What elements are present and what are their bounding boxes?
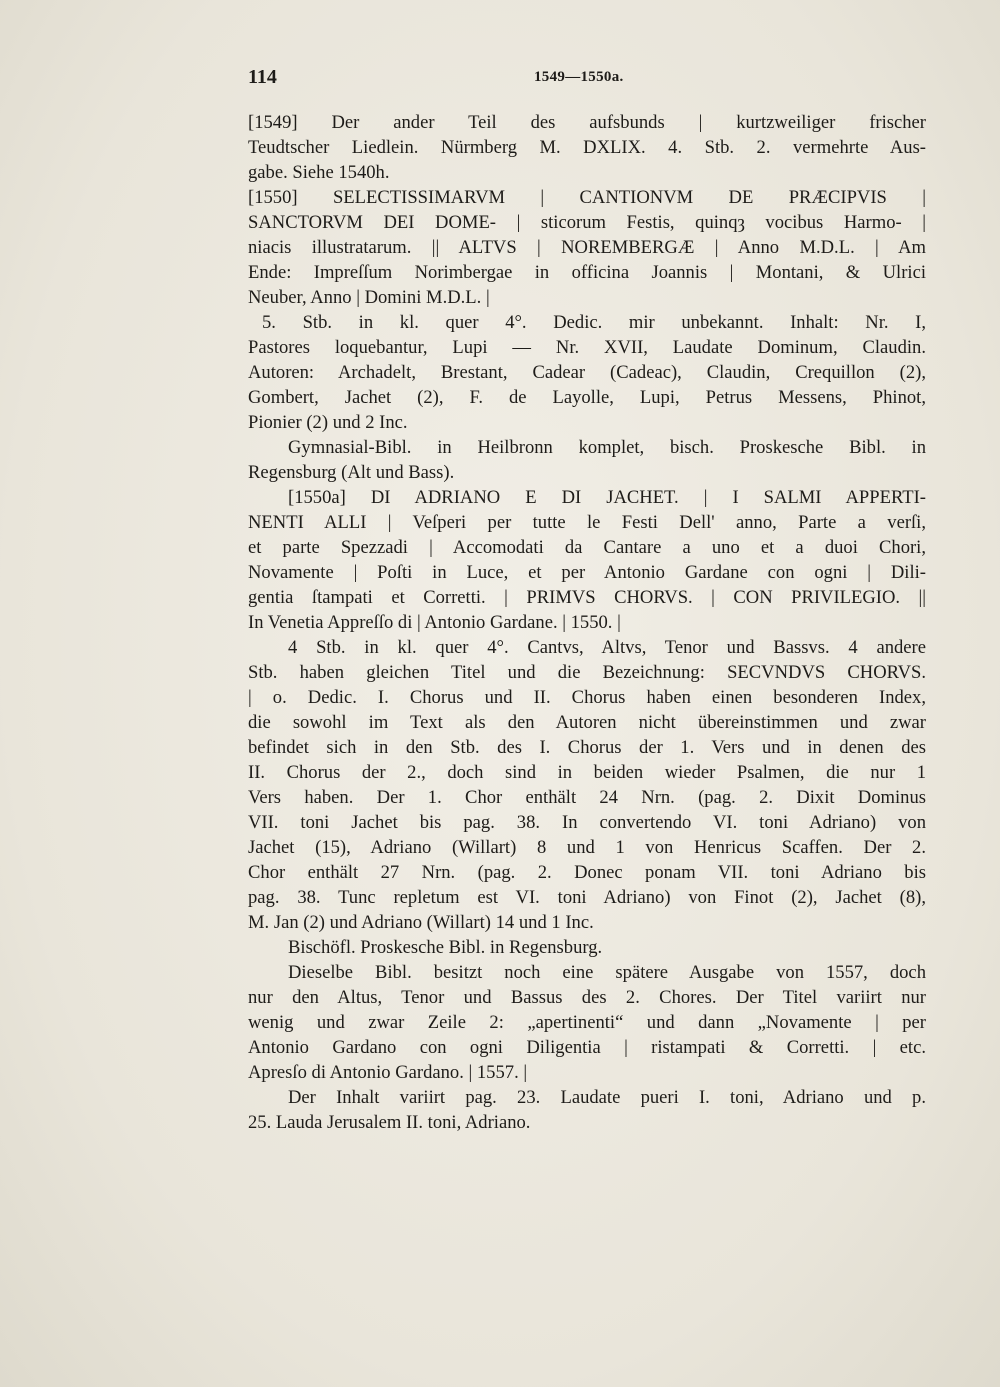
text-line: In Venetia Appreſſo di | Antonio Gardane. | 1550. | xyxy=(248,612,621,633)
text-line: wenig und zwar Zeile 2: „apertinenti“ und dann „Novamente | per xyxy=(248,1012,926,1033)
text-line: Apresſo di Antonio Gardano. | 1557. | xyxy=(248,1062,528,1083)
text-line: et parte Spezzadi | Accomodati da Cantare a uno et a duoi Chori, xyxy=(248,537,926,558)
text-line: [1550] SELECTISSIMARVM | CANTIONVM DE PRÆCIPVIS | xyxy=(248,187,926,208)
text-line: 25. Lauda Jerusalem II. toni, Adriano. xyxy=(248,1112,531,1133)
text-line: gentia ſtampati et Corretti. | PRIMVS CHORVS. | CON PRIVILEGIO. || xyxy=(248,587,926,608)
text-line: Dieselbe Bibl. besitzt noch eine spätere Ausgabe von 1557, doch xyxy=(288,962,926,983)
text-line: befindet sich in den Stb. des I. Chorus der 1. Vers und in denen des xyxy=(248,737,926,758)
text-line: M. Jan (2) und Adriano (Willart) 14 und 1 Inc. xyxy=(248,912,594,933)
text-line: nur den Altus, Tenor und Bassus des 2. Chores. Der Titel variirt nur xyxy=(248,987,926,1008)
text-line: 4 Stb. in kl. quer 4°. Cantvs, Altvs, Tenor und Bassvs. 4 andere xyxy=(288,637,926,658)
text-line: Novamente | Poſti in Luce, et per Antonio Gardane con ogni | Dili- xyxy=(248,562,926,583)
page-header xyxy=(248,66,924,98)
running-head: 1549—1550a. xyxy=(534,69,624,85)
text-line: pag. 38. Tunc repletum est VI. toni Adriano) von Finot (2), Jachet (8), xyxy=(248,887,926,908)
text-line: Chor enthält 27 Nrn. (pag. 2. Donec ponam VII. toni Adriano bis xyxy=(248,862,926,883)
text-line: Gombert, Jachet (2), F. de Layolle, Lupi, Petrus Messens, Phinot, xyxy=(248,387,926,408)
body-text xyxy=(248,110,926,1135)
text-line: Jachet (15), Adriano (Willart) 8 und 1 von Henricus Scaffen. Der 2. xyxy=(248,837,926,858)
text-line: Gymnasial-Bibl. in Heilbronn komplet, bisch. Proskesche Bibl. in xyxy=(288,437,926,458)
text-line: Pastores loquebantur, Lupi — Nr. XVII, Laudate Dominum, Claudin. xyxy=(248,337,926,358)
text-line: NENTI ALLI | Veſperi per tutte le Festi Dell' anno, Parte a verſi, xyxy=(248,512,926,533)
text-line: [1550a] DI ADRIANO E DI JACHET. | I SALMI APPERTI- xyxy=(288,487,926,508)
text-line: Autoren: Archadelt, Brestant, Cadear (Cadeac), Claudin, Crequillon (2), xyxy=(248,362,926,383)
text-line: 5. Stb. in kl. quer 4°. Dedic. mir unbekannt. Inhalt: Nr. I, xyxy=(262,312,926,333)
text-line: Ende: Impreſſum Norimbergae in officina Joannis | Montani, & Ulrici xyxy=(248,262,926,283)
text-line: | o. Dedic. I. Chorus und II. Chorus haben einen besonderen Index, xyxy=(248,687,926,708)
text-line: die sowohl im Text als den Autoren nicht übereinstimmen und zwar xyxy=(248,712,926,733)
text-line: gabe. Siehe 1540h. xyxy=(248,162,390,183)
text-line: Vers haben. Der 1. Chor enthält 24 Nrn. (pag. 2. Dixit Dominus xyxy=(248,787,926,808)
text-line: Der Inhalt variirt pag. 23. Laudate pueri I. toni, Adriano und p. xyxy=(288,1087,926,1108)
text-line: II. Chorus der 2., doch sind in beiden wieder Psalmen, die nur 1 xyxy=(248,762,926,783)
text-line: [1549] Der ander Teil des aufsbunds | kurtzweiliger frischer xyxy=(248,112,926,133)
text-line: Neuber, Anno | Domini M.D.L. | xyxy=(248,287,490,308)
text-line: niacis illustratarum. || ALTVS | NOREMBERGÆ | Anno M.D.L. | Am xyxy=(248,237,926,258)
text-line: VII. toni Jachet bis pag. 38. In convertendo VI. toni Adriano) von xyxy=(248,812,926,833)
text-line: Regensburg (Alt und Bass). xyxy=(248,462,455,483)
text-line: Bischöfl. Proskesche Bibl. in Regensburg. xyxy=(288,937,603,958)
text-line: Stb. haben gleichen Titel und die Bezeichnung: SECVNDVS CHORVS. xyxy=(248,662,926,683)
text-line: SANCTORVM DEI DOME- | sticorum Festis, quinqȝ vocibus Harmo- | xyxy=(248,212,926,233)
text-line: Pionier (2) und 2 Inc. xyxy=(248,412,408,433)
page-number: 114 xyxy=(248,66,277,88)
text-line: Antonio Gardano con ogni Diligentia | ristampati & Corretti. | etc. xyxy=(248,1037,926,1058)
text-line: Teudtscher Liedlein. Nürmberg M. DXLIX. 4. Stb. 2. vermehrte Aus- xyxy=(248,137,926,158)
